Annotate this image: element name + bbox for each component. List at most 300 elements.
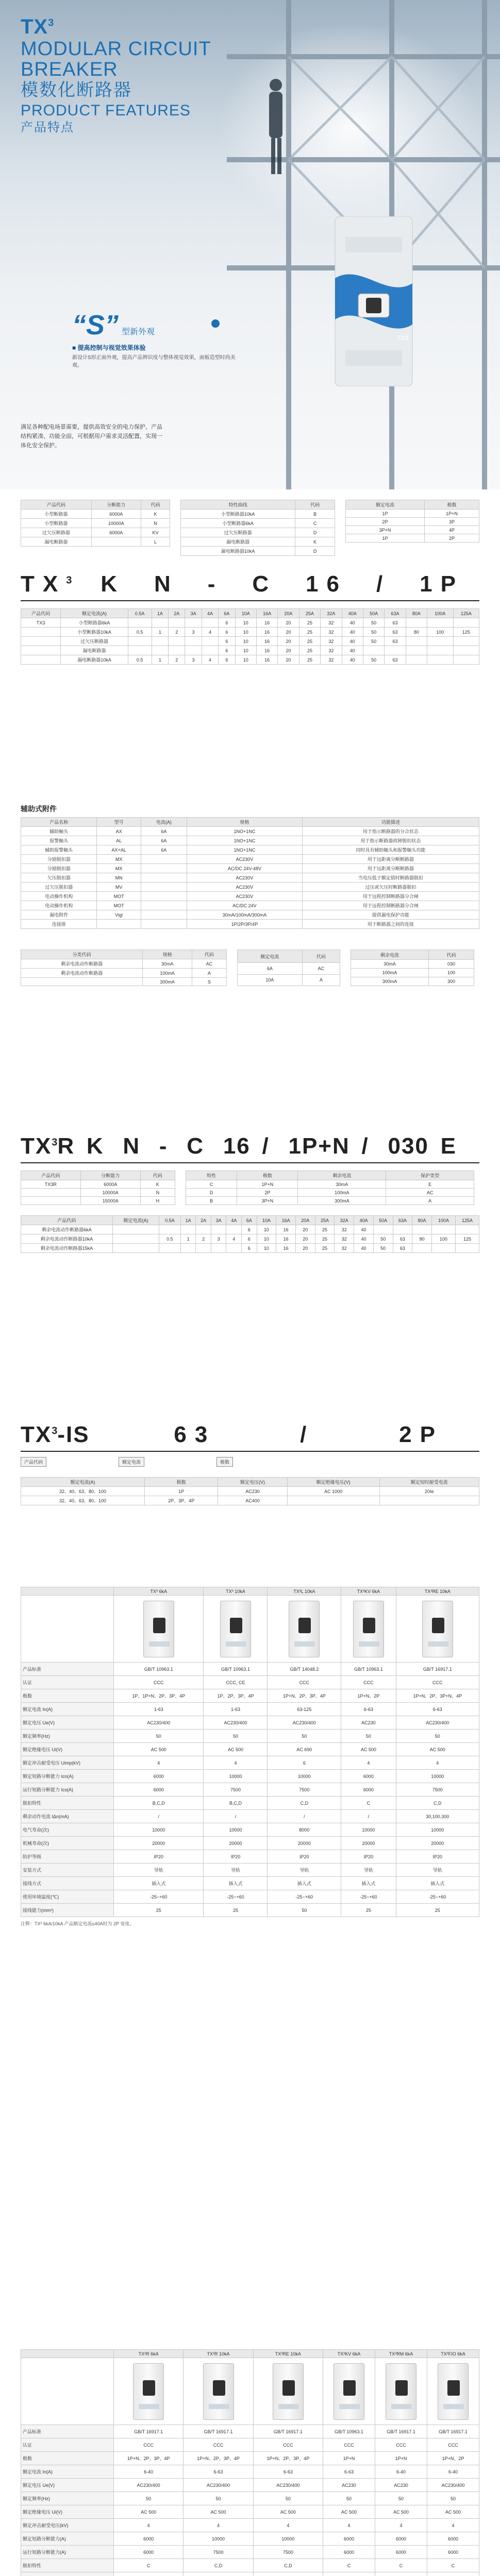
table-cell: 20 — [278, 618, 299, 628]
table-header-cell: 80A — [412, 1216, 432, 1225]
code-part: 030 — [388, 1133, 429, 1159]
spec-row-label: 极数 — [21, 1689, 114, 1703]
bullet-dot-icon — [211, 319, 220, 328]
code-part: / — [376, 571, 391, 597]
s-sub-text: 型新外观 — [122, 328, 155, 336]
table-header-cell: 10A — [257, 1216, 276, 1225]
spec-cell: 6000 — [375, 2532, 427, 2546]
table-cell: 25 — [315, 1234, 335, 1244]
spec-cell: 50 — [396, 1730, 479, 1743]
hero-title-en: MODULAR CIRCUIT BREAKER — [21, 38, 211, 80]
table-cell: 50 — [363, 618, 384, 628]
spec-cell: 6-63 — [396, 1703, 479, 1716]
table-cell — [363, 646, 384, 655]
table-cell: 30mA — [351, 960, 429, 969]
table-cell: 25 — [299, 646, 320, 655]
spec-cell: 1P+N、2P、3P、4P — [114, 2452, 184, 2465]
table-cell: 20 — [295, 1244, 315, 1253]
td: 2P — [425, 534, 479, 543]
table-cell: 4 — [226, 1234, 242, 1244]
table-row — [21, 1487, 479, 1496]
table-cell: 用于指示断路器故障脱扣状态 — [302, 836, 479, 845]
table-cell: 10A — [238, 974, 303, 986]
spec-cell: AC230/400 — [114, 2479, 184, 2492]
table-cell: 20 — [295, 1225, 315, 1234]
table-cell: 20 — [278, 628, 299, 637]
spec-cell: / — [204, 1810, 268, 1823]
product-image-cell — [427, 2358, 479, 2425]
table-header-cell: 6A — [219, 609, 235, 618]
table-cell: 10 — [257, 1225, 276, 1234]
table-cell: TX3R — [21, 1180, 81, 1189]
spec-cell: 20000 — [114, 1837, 204, 1850]
spec-cell: 30,100,300 — [396, 1810, 479, 1823]
table-cell: 10 — [257, 1244, 276, 1253]
spec-cell: GB/T 10963.1 — [341, 1663, 396, 1676]
table-cell: 当电压低于额定值时断路器脱扣 — [302, 873, 479, 883]
spec-cell: 10000 — [204, 1770, 268, 1783]
spec-column-header: TX³ 10kA — [204, 1587, 268, 1596]
spec-cell: 1P+N、2P、3P、4P — [253, 2452, 323, 2465]
spec-cell: AC 500 — [341, 1743, 396, 1756]
td: 过欠压断路器 — [181, 528, 295, 537]
th: 代码 — [295, 500, 335, 510]
table-cell — [152, 646, 168, 655]
spec-cell: 1P、2P、3P、4P — [204, 1689, 268, 1703]
table-cell: 30mA — [143, 959, 192, 969]
table-cell: 10 — [235, 628, 256, 637]
spec-cell: 50 — [341, 1730, 396, 1743]
spec-table-1 — [21, 1587, 479, 1917]
table-row — [351, 960, 474, 969]
breaker-lever-icon — [395, 2380, 408, 2396]
spec-row-label: 极数 — [21, 2452, 114, 2465]
table-header-cell: 1A — [180, 1216, 196, 1225]
table-header-row — [21, 950, 227, 959]
divider — [21, 1162, 479, 1163]
spec-row-label: 额定电流 In(A) — [21, 1703, 114, 1716]
table-cell: 10 — [235, 646, 256, 655]
table-cell: 1P/2P/3P/4P — [187, 920, 303, 929]
table-cell: 漏电断路器10kA — [61, 655, 128, 665]
code-text: -IS — [57, 1422, 90, 1447]
spec-row — [21, 2505, 479, 2519]
table-cell: 300mA — [298, 1197, 386, 1205]
breaker-image — [422, 1601, 453, 1657]
table-row — [21, 845, 479, 855]
table-cell: MN — [97, 873, 141, 883]
table-cell: 30mA/100mA/300mA — [187, 910, 303, 920]
table-cell: 40 — [354, 1244, 374, 1253]
table-cell — [141, 920, 187, 929]
td: 6000A — [91, 528, 141, 537]
table-cell: 过压或欠压时断路器脱扣 — [302, 883, 479, 892]
table-cell — [141, 864, 187, 873]
spec-cell: C,D — [396, 1797, 479, 1810]
spec-header-row — [21, 2350, 479, 2358]
table-header-row — [186, 1171, 474, 1180]
hero-title-block — [21, 15, 309, 135]
spec-cell: 4 — [184, 2519, 253, 2532]
table-cell — [431, 1225, 455, 1234]
spec-cell: AC 500 — [204, 1743, 268, 1756]
table-cell: 25 — [299, 655, 320, 665]
hero-features-en: PRODUCT FEATURES — [21, 102, 191, 119]
table-cell — [185, 637, 202, 646]
spec-cell: AC 500 — [114, 2505, 184, 2519]
spec-column-header: TX³KV 6kA — [323, 2350, 375, 2358]
table-cell: 6 — [241, 1225, 257, 1234]
table-cell: 电动操作机构 — [21, 892, 97, 901]
code-part: / — [300, 1422, 315, 1447]
spec-row-label: 额定绝缘电压 Ui(V) — [21, 2505, 114, 2519]
table-cell: N — [140, 1189, 175, 1197]
spec-cell: AC 500 — [427, 2505, 479, 2519]
breaker-product-image — [330, 216, 418, 386]
product-image-row — [21, 1596, 479, 1663]
table-cell: 50 — [363, 637, 384, 646]
ordering-code-tx3-is — [21, 1422, 443, 1448]
table-cell: 63 — [393, 1234, 412, 1244]
breaker-window — [428, 1641, 448, 1647]
table-row — [21, 892, 479, 901]
spec-cell: 6000 — [323, 2546, 375, 2559]
table-cell — [226, 1244, 242, 1253]
spec-cell: CCC — [114, 1676, 204, 1689]
spec-row-label: 运行短路分断能力(A) — [21, 2546, 114, 2559]
ordering-code-tx3 — [21, 571, 464, 597]
breaker-image — [220, 1601, 251, 1657]
table-cell: 16 — [256, 646, 277, 655]
spec-cell: AC230/400 — [204, 1716, 268, 1730]
table-header-cell: 1A — [152, 609, 168, 618]
breaker-window — [139, 2404, 159, 2409]
rcbo-option-table-1 — [21, 950, 227, 986]
table-cell: 剩余电流动作断路器15kA — [21, 1244, 113, 1253]
table-row — [21, 873, 479, 883]
spec-row — [21, 1716, 479, 1730]
th: 极数 — [425, 500, 479, 510]
table-cell — [406, 637, 427, 646]
table-cell: 0.5 — [128, 655, 152, 665]
table-header-row — [351, 950, 474, 960]
spec-cell: 4 — [375, 2519, 427, 2532]
table-cell — [141, 873, 187, 883]
spec-cell: 6000 — [341, 1770, 396, 1783]
spec-cell: 4 — [396, 1756, 479, 1770]
spec-cell: 50 — [268, 1730, 341, 1743]
table-header-cell: 16A — [276, 1216, 296, 1225]
spec-row-label: 额定电流 In(A) — [21, 2465, 114, 2479]
spec-row-label: 产品标准 — [21, 2425, 114, 2438]
code-label: 产品代码 — [21, 1457, 46, 1467]
code-label: 额定电流 — [119, 1457, 144, 1467]
table-cell: 1 — [152, 628, 168, 637]
td: 1P — [346, 534, 425, 543]
spec-row — [21, 1797, 479, 1810]
table-row — [21, 910, 479, 920]
table-header-cell: 额定电流 — [238, 950, 303, 963]
spec-cell: 50 — [114, 1730, 204, 1743]
table-header-cell: 额定短时耐受电流 — [379, 1478, 479, 1487]
spec-row — [21, 1877, 479, 1890]
spec-cell: 8000 — [268, 1823, 341, 1837]
table-cell: 用于远程控制断路器分合闸 — [302, 901, 479, 910]
table-row — [21, 646, 479, 655]
table-cell: 10000A — [80, 1189, 140, 1197]
table-cell: 80 — [412, 1234, 432, 1244]
table-cell: 32、40、63、80、100 — [21, 1487, 145, 1496]
table-row — [21, 1234, 479, 1244]
spec-row — [21, 1743, 479, 1756]
table-cell: 10 — [235, 618, 256, 628]
table-cell: E — [386, 1180, 474, 1189]
table-cell: AC — [302, 963, 340, 974]
td: K — [295, 537, 335, 547]
spec-cell: IP20 — [204, 1850, 268, 1863]
td: 漏电断路器 — [181, 537, 295, 547]
option-table-1 — [21, 500, 170, 547]
table-cell: S — [192, 978, 226, 986]
table-cell: 32 — [321, 628, 342, 637]
breaker-image — [353, 1601, 384, 1657]
spec-cell — [184, 2572, 253, 2576]
table-row — [21, 978, 227, 986]
table-row — [21, 1225, 479, 1234]
spec-cell: CCC — [341, 1676, 396, 1689]
table-cell — [453, 637, 479, 646]
table-cell — [141, 892, 187, 901]
table-cell: 25 — [299, 628, 320, 637]
th: 特性曲线 — [181, 500, 295, 510]
table-cell: 6000A — [80, 1180, 140, 1189]
spec-row-label: 产品标准 — [21, 1663, 114, 1676]
table-cell: 4 — [202, 628, 218, 637]
model-sup: 3 — [48, 17, 55, 29]
spec-cell: 6000 — [114, 1770, 204, 1783]
table-header-cell: 25A — [315, 1216, 335, 1225]
table-header-cell: 代码 — [429, 950, 474, 960]
s-big-text: “S” — [72, 310, 119, 341]
spec-cell: 10000 — [114, 1823, 204, 1837]
spec-header-row — [21, 1587, 479, 1596]
table-cell: 1NO+1NC — [187, 836, 303, 845]
table-cell: 6 — [219, 655, 235, 665]
tx3-is-table — [21, 1477, 479, 1505]
table-row — [21, 959, 227, 969]
table-header-cell: 规格 — [143, 950, 192, 959]
spec-table-2 — [21, 2349, 479, 2576]
table-cell: A — [192, 969, 226, 978]
spec-cell: 1P+N — [323, 2452, 375, 2465]
spec-row — [21, 1850, 479, 1863]
breaker-image — [334, 2363, 364, 2420]
spec-cell: 1P+N、2P、3P、4P — [268, 1689, 341, 1703]
spec-cell: -25~+60 — [114, 1890, 204, 1904]
spec-row — [21, 2479, 479, 2492]
spec-cell: GB/T 10963.1 — [204, 1663, 268, 1676]
spec-row-label: 额定电压 Ue(V) — [21, 1716, 114, 1730]
spec-row-label — [21, 2572, 114, 2576]
spec-cell: 6-40 — [427, 2465, 479, 2479]
spec-cell: AC 500 — [323, 2505, 375, 2519]
table-cell: AC230V — [187, 855, 303, 864]
table-cell: 32 — [335, 1244, 354, 1253]
table-cell: 125 — [455, 1234, 479, 1244]
rated-current-table — [21, 608, 479, 665]
table-cell: 6 — [219, 628, 235, 637]
table-cell: 用于远距离分断断路器 — [302, 855, 479, 864]
spec-cell: 50 — [427, 2492, 479, 2505]
spec-cell: 1P+N — [375, 2452, 427, 2465]
s-feature-title: ■ 提高控制与视觉效果体验 — [72, 344, 146, 351]
spec-cell: 50 — [114, 2492, 184, 2505]
table-row — [21, 628, 479, 637]
spec-row-label: 使用环境温度(℃) — [21, 1890, 114, 1904]
table-cell: 63 — [393, 1244, 412, 1253]
table-cell — [128, 618, 152, 628]
spec-cell: 4 — [341, 1756, 396, 1770]
table-cell — [112, 1244, 159, 1253]
spec-cell: 4 — [323, 2519, 375, 2532]
spec-cell: GB/T 16917.1 — [184, 2425, 253, 2438]
table-cell: 40 — [354, 1234, 374, 1244]
spec-cell: 50 — [253, 2492, 323, 2505]
table-cell: 100 — [431, 1234, 455, 1244]
spec-cell: AC230/400 — [427, 2479, 479, 2492]
td: 6000A — [91, 510, 141, 519]
table-cell: 80 — [406, 628, 427, 637]
spec-cell: AC230/400 — [253, 2479, 323, 2492]
table-cell: 用于远程控制断路器分合闸 — [302, 892, 479, 901]
spec-row-label: 额定冲击耐受电压 Uimp(kV) — [21, 1756, 114, 1770]
table-cell: A — [302, 974, 340, 986]
spec-column-header: TX³KV 6kA — [341, 1587, 396, 1596]
spec-row — [21, 1676, 479, 1689]
table-cell: 过欠压断路器 — [61, 637, 128, 646]
spec-cell: 20000 — [396, 1837, 479, 1850]
spec-cell: AC230 — [375, 2479, 427, 2492]
spec-cell: 插入式 — [268, 1877, 341, 1890]
spec-cell: 10000 — [253, 2532, 323, 2546]
table-cell — [169, 618, 185, 628]
table-cell — [455, 1225, 479, 1234]
code-part: - — [159, 1133, 175, 1159]
table-cell — [196, 1244, 211, 1253]
rcbo-option-table-2 — [237, 950, 340, 986]
table-row — [21, 1197, 175, 1205]
code-sup: 3 — [52, 1137, 58, 1148]
table-cell — [141, 901, 187, 910]
table-cell — [427, 655, 453, 665]
code-part: / — [361, 1133, 376, 1159]
table-cell: 3 — [185, 655, 202, 665]
spec-cell: 10000 — [268, 1770, 341, 1783]
breaker-window — [391, 2404, 412, 2409]
table-row — [186, 1189, 474, 1197]
table-cell: 32、40、63、80、100 — [21, 1496, 145, 1505]
spec-cell: 10000 — [341, 1823, 396, 1837]
table-cell: 50 — [363, 655, 384, 665]
table-cell: 16 — [256, 637, 277, 646]
table-cell: 2P、3P、4P — [145, 1496, 218, 1505]
breaker-window — [149, 1641, 170, 1647]
option-table-2 — [180, 500, 335, 556]
spec-row-label: 剩余动作电流 IΔn(mA) — [21, 1810, 114, 1823]
table-header-cell: 功能描述 — [302, 818, 479, 827]
table-cell — [453, 655, 479, 665]
table-row — [21, 655, 479, 665]
breaker-lever-icon — [432, 1618, 444, 1633]
code-part: N — [123, 1133, 148, 1159]
th: 额定电流 — [346, 500, 425, 510]
table-cell — [21, 1197, 81, 1205]
table-cell: 1NO+1NC — [187, 827, 303, 836]
spec-cell: 10000 — [396, 1770, 479, 1783]
spec-cell: -25~+60 — [396, 1890, 479, 1904]
table-row — [21, 836, 479, 845]
table-cell — [385, 646, 406, 655]
spec-cell: 1P+N、2P — [427, 2452, 479, 2465]
table-cell: TX3 — [21, 618, 61, 628]
table-header-cell: 产品代码 — [21, 1171, 81, 1180]
breaker-lever-icon — [343, 2380, 356, 2396]
code-part — [21, 571, 72, 597]
table-cell: 25 — [299, 618, 320, 628]
spec-cell: GB/T 16917.1 — [375, 2425, 427, 2438]
table-row — [21, 618, 479, 628]
spec-row — [21, 1837, 479, 1850]
td: 小型断路器6kA — [181, 519, 295, 528]
td: N — [141, 519, 170, 528]
code-part: E — [440, 1133, 464, 1159]
table-cell — [406, 618, 427, 628]
td: L — [141, 537, 170, 547]
breaker-window — [339, 2404, 360, 2409]
table-header-cell: 产品名称 — [21, 818, 97, 827]
spec-cell: 1-63 — [204, 1703, 268, 1716]
table-cell: 50 — [373, 1244, 393, 1253]
spec-cell: 4 — [253, 2519, 323, 2532]
table-cell: MOT — [97, 901, 141, 910]
table-cell: AC400 — [218, 1496, 288, 1505]
s-feature-note: 新设计S形正面外观，提高产品辨识度与整体视觉效果，面板造型时尚美观。 — [72, 355, 236, 368]
spec-row — [21, 1810, 479, 1823]
spec-row — [21, 2452, 479, 2465]
table-cell: 40 — [342, 637, 363, 646]
spec-cell: 4 — [114, 2519, 184, 2532]
spec-cell — [323, 2572, 375, 2576]
td: 3P+N — [346, 526, 425, 534]
spec-cell: C — [323, 2559, 375, 2572]
table-cell: 3 — [211, 1234, 226, 1244]
code-labels — [21, 1457, 479, 1467]
spec-cell: 10000 — [204, 1823, 268, 1837]
td: 过欠压断路器 — [21, 528, 92, 537]
breaker-image — [273, 2363, 304, 2420]
spec-column-header: TX³R 10kA — [184, 2350, 253, 2358]
spec-cell: CCC — [375, 2438, 427, 2452]
table-header-cell: 规格 — [187, 818, 303, 827]
spec-cell: 6000 — [427, 2546, 479, 2559]
spec-row-label: 认证 — [21, 2438, 114, 2452]
table-cell — [141, 883, 187, 892]
table-header-cell: 分断能力 — [80, 1171, 140, 1180]
table-cell: 0.5 — [159, 1234, 181, 1244]
table-cell: 2P — [237, 1189, 298, 1197]
spec-cell: 6000 — [323, 2532, 375, 2546]
table-header-cell: 32A — [335, 1216, 354, 1225]
